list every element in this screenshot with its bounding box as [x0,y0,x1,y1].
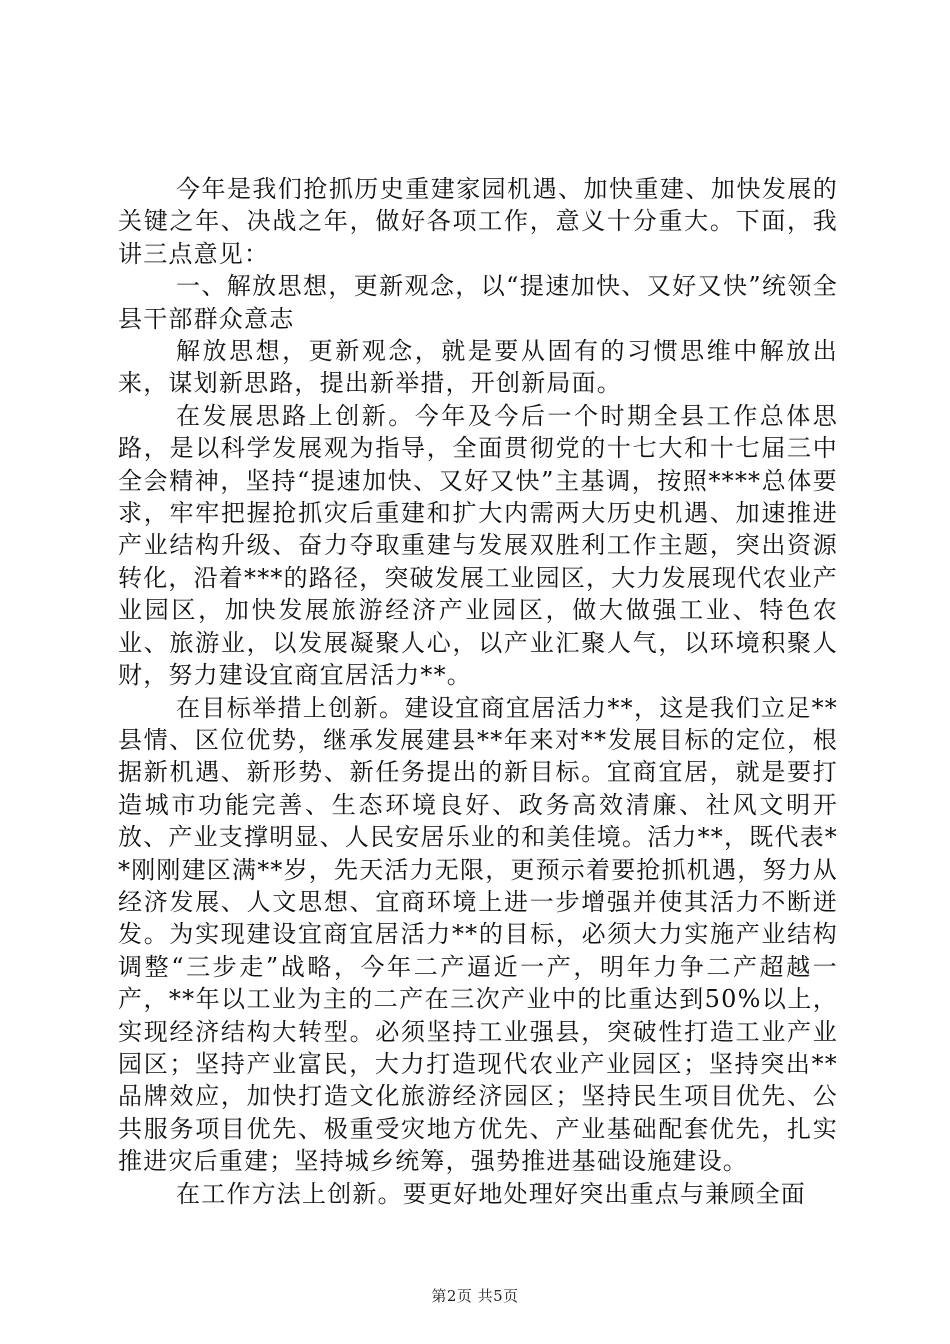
section-heading-1: 一、解放思想，更新观念，以“提速加快、又好又快”统领全县干部群众意志 [118,272,838,333]
page-footer: 第2页 共5页 [431,1287,519,1305]
document-body [118,173,838,1210]
paragraph-development-ideas: 在发展思路上创新。今年及今后一个时期全县工作总体思路，是以科学发展观为指导，全面贯彻党的十七大和十七届三中全会精神，坚持“提速加快、又好又快”主基调，按照****总体要求，牢牢把握抢抓灾后重建和扩大内需两大历史机遇、加速推进产业结构升级、奋力夺取重建与发展双胜利工作主题，突出资源转化，沿着***的路径，突破发展工业园区，大力发展现代农业产业园区，加快发展旅游经济产业园区，做大做强工业、特色农业、旅游业，以发展凝聚人心，以产业汇聚人气，以环境积聚人财，努力建设宜商宜居活力**。 [118,401,838,690]
paragraph-work-methods: 在工作方法上创新。要更好地处理好突出重点与兼顾全面 [176,1179,806,1208]
paragraph-intro: 今年是我们抢抓历史重建家园机遇、加快重建、加快发展的关键之年、决战之年，做好各项工作，意义十分重大。下面，我讲三点意见： [118,175,838,268]
paragraph-liberate-thinking: 解放思想，更新观念，就是要从固有的习惯思维中解放出来，谋划新思路，提出新举措，开创新局面。 [118,337,838,398]
paragraph-goals-measures: 在目标举措上创新。建设宜商宜居活力**，这是我们立足**县情、区位优势，继承发展建县**年来对**发展目标的定位，根据新机遇、新形势、新任务提出的新目标。宜商宜居，就是要打造城市功能完善、生态环境良好、政务高效清廉、社风文明开放、产业支撑明显、人民安居乐业的和美佳境。活力**，既代表**刚刚建区满**岁，先天活力无限，更预示着要抢抓机遇，努力从经济发展、人文思想、宜商环境上进一步增强并使其活力不断迸发。为实现建设宜商宜居活力**的目标，必须大力实施产业结构调整“三步走”战略，今年二产逼近一产，明年力争二产超越一产，**年以工业为主的二产在三次产业中的比重达到50%以上，实现经济结构大转型。必须坚持工业强县，突破性打造工业产业园区；坚持产业富民，大力打造现代农业产业园区；坚持突出**品牌效应，加快打造文化旅游经济园区；坚持民生项目优先、公共服务项目优先、极重受灾地方优先、产业基础配套优先，扎实推进灾后重建；坚持城乡统筹，强势推进基础设施建设。 [118,693,838,1176]
